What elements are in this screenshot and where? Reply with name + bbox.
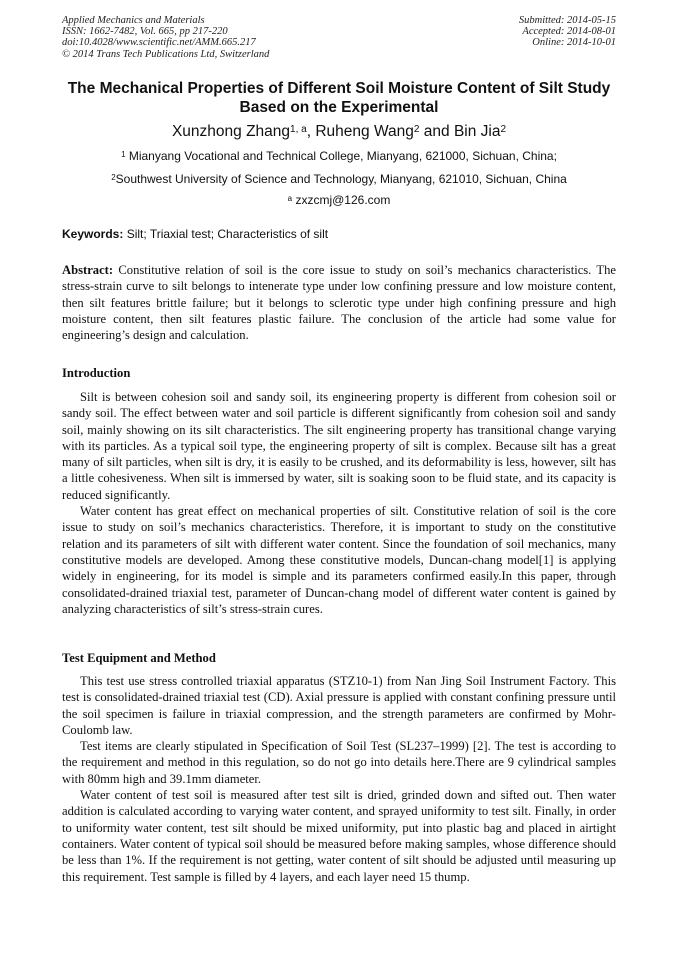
author-name: Ruheng Wang: [315, 123, 414, 140]
author-name: Xunzhong Zhang: [171, 123, 291, 140]
paper-title: The Mechanical Properties of Different Soil Moisture Content of Silt Study Based on the Experimental: [67, 80, 611, 116]
affiliation-text: Southwest University of Science and Technology, Mianyang, 621010, Sichuan, China: [115, 172, 567, 186]
affiliation-mark: 1: [121, 150, 126, 159]
affiliation-text: Mianyang Vocational and Technical College, Mianyang, 621000, Sichuan, China;: [125, 149, 557, 163]
affiliation-mark: a: [287, 194, 293, 203]
keywords-label: Keywords:: [62, 227, 124, 241]
paragraph: Test items are clearly stipulated in Specification of Soil Test (SL237–1999) [2]. The test is according to the requirement and method in this regulation, so do not go into details here.There are 9 cylindrical samples with 80mm high and 39.1mm diameter.: [62, 739, 616, 786]
introduction-body: [62, 389, 616, 617]
affiliation-2: [62, 172, 616, 187]
journal-header: [62, 15, 269, 60]
email-address[interactable]: zxzcmj@126.com: [292, 193, 391, 207]
paragraph: Water content has great effect on mechanical properties of silt. Constitutive relation of soil is the core issue to study on soil’s mechanics characteristics. Therefore, it is important to study on the constitutive relation and its parameters of silt with different water content. Since the foundation of soil mechanics, many constitutive models are developed. Among these constitutive models, Duncan-chang model[1] is applying widely in engineering, for its model is simple and its parameters confirmed easily.In this paper, through consolidated-drained triaxial test, parameter of Duncan-chang model of different water content is gained by analyzing characteristics of silt’s stress-strain cures.: [62, 504, 616, 616]
keywords-text: Silt; Triaxial test; Characteristics of silt: [123, 227, 329, 241]
keywords: [62, 227, 616, 242]
paragraph: This test use stress controlled triaxial apparatus (STZ10-1) from Nan Jing Soil Instrument Factory. This test is consolidated-drained triaxial test (CD). Axial pressure is applied with constant confining pressure until the soil specimen is failure in triaxial compression, and the strength parameters are confirmed by Mohr-Coulomb law.: [62, 674, 616, 737]
affiliation-1: [62, 149, 616, 164]
section-heading-introduction: Introduction: [62, 366, 131, 380]
journal-doi[interactable]: doi:10.4028/www.scientific.net/AMM.665.217: [62, 37, 256, 49]
author-affiliation-mark: 2: [500, 124, 507, 135]
abstract-text: Constitutive relation of soil is the core issue to study on soil’s mechanics characteristics. The stress-strain curve to silt belongs to intenerate type under low confining pressure and low moisture content, then silt features brittle failure; but it belongs to sclerotic type under high confining pressure and high moisture content, then silt features plastic failure. The conclusion of the article had some value for engineering’s design and calculation.: [62, 263, 616, 343]
abstract: [62, 262, 616, 343]
submitted-date: Submitted: 2014-05-15: [518, 15, 616, 26]
journal-name: Applied Mechanics and Materials: [62, 15, 205, 26]
author-separator: ,: [306, 123, 316, 140]
journal-issn: ISSN: 1662-7482, Vol. 665, pp 217-220: [62, 26, 228, 38]
author-affiliation-mark: 2: [413, 124, 420, 135]
journal-copyright: © 2014 Trans Tech Publications Ltd, Switzerland: [62, 48, 270, 60]
date-header: [519, 15, 616, 49]
abstract-label: Abstract:: [62, 263, 114, 277]
online-date: Online: 2014-10-01: [532, 37, 616, 49]
author-name: Bin Jia: [453, 123, 501, 140]
test-method-body: [62, 673, 616, 885]
paragraph: Water content of test soil is measured after test silt is dried, grinded down and sifted out. Then water addition is calculated according to varying water content, and sprayed uniformity to test silt. Finally, in order to uniformity water content, test silt should be mixed uniformity, put into plastic bag and placed in airtight containers. Water content of typical soil should be measured before making samples, whose difference should be less than 1%. If the requirement is not getting, water content of silt should be adjusted until measuring up this requirement. Test sample is filled by 4 layers, and each layer need 15 thump.: [62, 788, 616, 884]
author-affiliation-mark: 1, a: [290, 124, 307, 135]
section-heading-test-method: Test Equipment and Method: [62, 651, 216, 665]
author-email: [62, 193, 616, 208]
paragraph: Silt is between cohesion soil and sandy soil, its engineering property is different from cohesion soil or sandy soil. The effect between water and soil particle is different significantly from cohesion soil and sandy soil, mainly showing on its silt characteristics. The silt engineering property has transitional change varying with its particles. As a typical soil type, the engineering property of silt is complex. Because silt has a great many of silt particles, when silt is dry, it is easily to be crushed, and its deformability is less, however, silt has a little cohesiveness. When silt is immersed by water, silt is soaking soon to be fluid state, and its capacity is reduced significantly.: [62, 390, 616, 502]
author-list: [62, 122, 616, 141]
author-separator: and: [419, 123, 454, 140]
accepted-date: Accepted: 2014-08-01: [522, 26, 616, 38]
affiliation-mark: 2: [111, 173, 116, 182]
